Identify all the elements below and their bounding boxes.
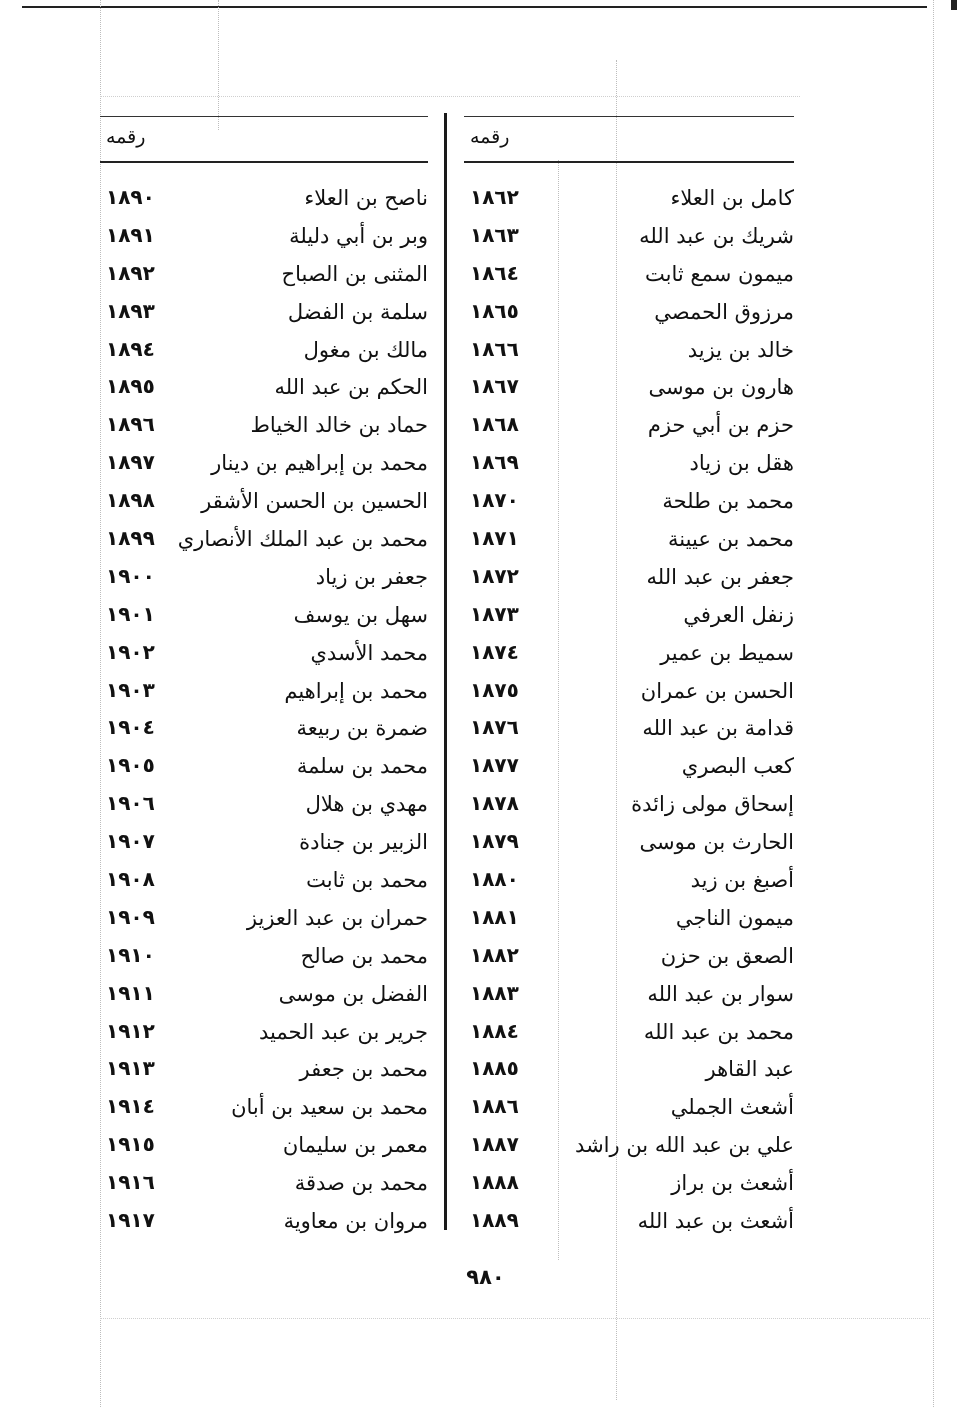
entry-number: ١٩٠٨ — [106, 867, 155, 892]
entry-list — [100, 180, 428, 1241]
narrator-name: الفضل بن موسى — [278, 981, 428, 1006]
list-item — [464, 1127, 794, 1165]
narrator-name: الحسين بن الحسن الأشقر — [201, 489, 428, 514]
list-item — [100, 294, 428, 332]
entry-number: ١٨٧٧ — [470, 753, 519, 778]
list-item — [464, 1203, 794, 1241]
entry-number: ١٨٩٨ — [106, 488, 155, 513]
list-item — [100, 407, 428, 445]
entry-number: ١٩٠٤ — [106, 715, 155, 740]
list-item — [464, 862, 794, 900]
entry-number: ١٨٧٢ — [470, 563, 519, 588]
list-item — [100, 1203, 428, 1241]
narrator-name: محمد بن سعيد بن أبان — [231, 1095, 428, 1120]
number-column-header: رقمه — [106, 126, 146, 148]
entry-number: ١٨٨٤ — [470, 1018, 519, 1043]
narrator-name: مرزوق الحمصي — [654, 299, 794, 324]
list-item — [100, 483, 428, 521]
entry-number: ١٨٩٠ — [106, 185, 155, 209]
column-divider — [444, 113, 447, 1230]
entry-number: ١٨٦٨ — [470, 412, 519, 437]
narrator-name: ميمون سمع ثابت — [645, 261, 794, 286]
narrator-name: جرير بن عبد الحميد — [258, 1019, 428, 1044]
entry-number: ١٩١٥ — [106, 1132, 155, 1157]
narrator-name: أصبغ بن زيد — [690, 868, 794, 893]
entry-number: ١٨٩٥ — [106, 374, 155, 399]
header-rule-bottom — [464, 161, 794, 163]
entry-number: ١٨٦٩ — [470, 450, 519, 475]
entry-number: ١٨٧٠ — [470, 488, 519, 513]
narrator-name: محمد بن إبراهيم — [284, 678, 428, 703]
list-item — [100, 218, 428, 256]
narrator-name: زنفل العرفي — [683, 602, 794, 627]
narrator-name: الصعق بن حزن — [660, 943, 794, 968]
entry-number: ١٩٠٩ — [106, 904, 155, 929]
narrator-name: كعب البصري — [681, 754, 794, 779]
list-item — [100, 369, 428, 407]
narrator-name: عبد القاهر — [705, 1057, 794, 1082]
entry-number: ١٨٧٤ — [470, 639, 519, 664]
narrator-name: حماد بن خالد الخياط — [250, 413, 428, 438]
narrator-name: قدامة بن عبد الله — [642, 716, 794, 741]
narrator-name: كامل بن العلاء — [670, 186, 794, 210]
list-item — [100, 673, 428, 711]
entry-number: ١٩٠٠ — [106, 563, 155, 588]
list-item — [464, 710, 794, 748]
narrator-name: أشعث بن عبد الله — [637, 1209, 794, 1234]
narrator-name: مالك بن مغول — [303, 337, 428, 362]
entry-number: ١٨٦٣ — [470, 222, 519, 247]
narrator-name: حزم بن أبي حزم — [647, 413, 794, 438]
narrator-name: الحارث بن موسى — [639, 830, 794, 855]
list-item — [100, 786, 428, 824]
narrator-name: الزبير بن جنادة — [299, 830, 428, 855]
narrator-name: ناصح بن العلاء — [304, 186, 428, 210]
narrator-name: أشعث الجملي — [670, 1095, 794, 1120]
list-item — [464, 1089, 794, 1127]
top-border-line — [22, 6, 927, 8]
narrator-name: جعفر بن عبد الله — [646, 564, 794, 589]
narrator-name: شريك بن عبد الله — [639, 223, 794, 248]
list-item — [464, 900, 794, 938]
header-rule-bottom — [100, 161, 428, 163]
list-item — [100, 862, 428, 900]
narrator-name: محمد بن صدقة — [294, 1171, 428, 1196]
list-item — [100, 1165, 428, 1203]
list-item — [100, 748, 428, 786]
header-rule-top — [100, 116, 428, 117]
entry-number: ١٨٨٨ — [470, 1170, 519, 1195]
list-item — [464, 1165, 794, 1203]
entry-number: ١٩١٣ — [106, 1056, 155, 1081]
list-item — [464, 483, 794, 521]
narrator-name: علي بن عبد الله بن راشد — [575, 1133, 794, 1158]
narrator-name: أشعث بن براز — [671, 1171, 794, 1196]
list-item — [100, 1051, 428, 1089]
entry-number: ١٩٠٥ — [106, 753, 155, 778]
list-item — [100, 635, 428, 673]
narrator-name: سلمة بن الفضل — [287, 299, 428, 324]
narrator-name: حمران بن عبد العزيز — [246, 905, 428, 930]
number-column-header: رقمه — [470, 126, 510, 148]
list-item — [100, 1014, 428, 1052]
narrator-name: محمد بن طلحة — [662, 489, 794, 514]
entry-number: ١٨٧١ — [470, 526, 519, 551]
narrator-name: سهل بن يوسف — [293, 602, 428, 627]
scan-guide — [100, 1318, 930, 1319]
narrator-name: محمد بن عبد الله — [643, 1019, 794, 1044]
list-item — [464, 256, 794, 294]
narrator-name: محمد الأسدي — [310, 640, 428, 665]
entry-number: ١٨٦٧ — [470, 374, 519, 399]
entry-number: ١٨٦٢ — [470, 185, 519, 209]
narrator-name: محمد بن إبراهيم بن دينار — [211, 451, 428, 476]
list-item — [464, 559, 794, 597]
entry-number: ١٨٨٦ — [470, 1094, 519, 1119]
scan-guide — [218, 0, 219, 130]
list-item — [464, 673, 794, 711]
list-item — [100, 256, 428, 294]
list-item — [464, 824, 794, 862]
list-item — [100, 976, 428, 1014]
entry-number: ١٩٠٧ — [106, 829, 155, 854]
entry-number: ١٨٧٨ — [470, 791, 519, 816]
scan-guide — [100, 96, 800, 97]
entry-number: ١٩٠٣ — [106, 677, 155, 702]
narrator-name: سميط بن عمير — [660, 640, 794, 665]
entry-number: ١٨٩٢ — [106, 260, 155, 285]
entry-number: ١٨٩٣ — [106, 298, 155, 323]
entry-number: ١٨٧٦ — [470, 715, 519, 740]
entry-number: ١٩١٤ — [106, 1094, 155, 1119]
list-item — [100, 824, 428, 862]
list-item — [100, 521, 428, 559]
list-item — [464, 635, 794, 673]
narrator-name: المثنى بن الصباح — [281, 261, 428, 286]
narrator-name: محمد بن سلمة — [296, 754, 428, 779]
list-item — [464, 748, 794, 786]
list-item — [464, 938, 794, 976]
entry-number: ١٨٧٩ — [470, 829, 519, 854]
entry-number: ١٨٨٢ — [470, 942, 519, 967]
narrator-name: ضمرة بن ربيعة — [296, 716, 428, 741]
entry-number: ١٩١٦ — [106, 1170, 155, 1195]
list-item — [464, 369, 794, 407]
narrator-name: هقل بن زياد — [689, 451, 794, 476]
list-item — [464, 1051, 794, 1089]
entry-number: ١٨٨٣ — [470, 980, 519, 1005]
list-item — [100, 332, 428, 370]
list-item — [464, 294, 794, 332]
entry-number: ١٨٩٩ — [106, 526, 155, 551]
narrator-name: الحسن بن عمران — [640, 678, 794, 703]
corner-mark — [951, 0, 957, 10]
entry-number: ١٨٨٠ — [470, 867, 519, 892]
list-item — [100, 180, 428, 218]
entry-number: ١٩١١ — [106, 980, 155, 1005]
list-item — [464, 976, 794, 1014]
entry-number: ١٩٠٦ — [106, 791, 155, 816]
narrator-name: خالد بن يزيد — [687, 337, 794, 362]
entry-number: ١٨٨١ — [470, 904, 519, 929]
entry-number: ١٩١٧ — [106, 1208, 155, 1233]
narrator-name: محمد بن جعفر — [299, 1057, 428, 1082]
entry-number: ١٨٩١ — [106, 222, 155, 247]
entry-number: ١٨٩٧ — [106, 450, 155, 475]
list-item — [464, 597, 794, 635]
list-item — [464, 786, 794, 824]
entry-number: ١٨٨٩ — [470, 1208, 519, 1233]
list-item — [100, 900, 428, 938]
page-number: ٩٨٠ — [466, 1265, 505, 1289]
list-item — [100, 938, 428, 976]
list-item — [100, 1127, 428, 1165]
narrator-name: جعفر بن زياد — [315, 564, 428, 589]
narrator-name: محمد بن عيينة — [668, 527, 794, 552]
list-item — [464, 521, 794, 559]
entry-number: ١٨٩٤ — [106, 336, 155, 361]
entry-number: ١٩٠٢ — [106, 639, 155, 664]
narrator-name: ميمون الناجي — [675, 905, 794, 930]
list-item — [464, 407, 794, 445]
entry-number: ١٩١٢ — [106, 1018, 155, 1043]
list-item — [464, 445, 794, 483]
narrator-name: مروان بن معاوية — [283, 1209, 428, 1234]
narrator-name: محمد بن ثابت — [306, 868, 428, 893]
narrator-name: معمر بن سليمان — [282, 1133, 428, 1158]
entry-list — [464, 180, 794, 1241]
narrator-name: سوار بن عبد الله — [647, 981, 794, 1006]
scan-guide — [933, 0, 934, 1407]
entry-number: ١٨٧٣ — [470, 601, 519, 626]
header-rule-top — [464, 116, 794, 117]
narrator-name: وبر بن أبي دليلة — [289, 223, 428, 248]
entry-number: ١٩١٠ — [106, 942, 155, 967]
narrator-name: هارون بن موسى — [648, 375, 794, 400]
narrator-name: إسحاق مولى زائدة — [631, 792, 794, 817]
list-item — [464, 332, 794, 370]
entry-number: ١٨٩٦ — [106, 412, 155, 437]
list-item — [100, 1089, 428, 1127]
entry-number: ١٩٠١ — [106, 601, 155, 626]
entry-number: ١٨٦٥ — [470, 298, 519, 323]
list-item — [464, 1014, 794, 1052]
list-item — [100, 710, 428, 748]
narrator-name: محمد بن صالح — [300, 943, 428, 968]
list-item — [100, 559, 428, 597]
entry-number: ١٨٦٦ — [470, 336, 519, 361]
entry-number: ١٨٨٥ — [470, 1056, 519, 1081]
list-item — [100, 445, 428, 483]
narrator-name: الحكم بن عبد الله — [274, 375, 428, 400]
entry-number: ١٨٨٧ — [470, 1132, 519, 1157]
entry-number: ١٨٦٤ — [470, 260, 519, 285]
list-item — [464, 180, 794, 218]
list-item — [100, 597, 428, 635]
list-item — [464, 218, 794, 256]
entry-number: ١٨٧٥ — [470, 677, 519, 702]
narrator-name: مهدي بن هلال — [305, 792, 428, 817]
narrator-name: محمد بن عبد الملك الأنصاري — [177, 527, 428, 552]
